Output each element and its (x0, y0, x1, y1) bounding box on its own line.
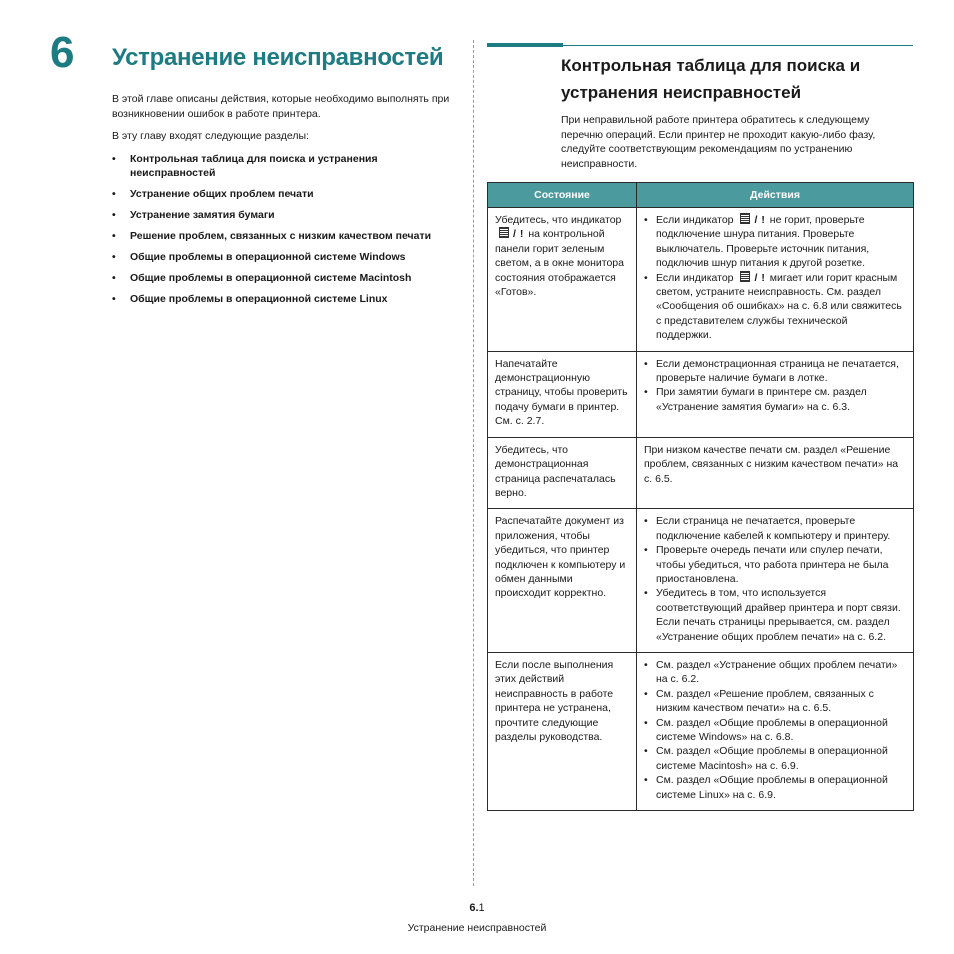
action-text: Если индикатор (656, 271, 734, 284)
page-number (0, 902, 954, 914)
action-item (644, 271, 906, 343)
section-intro: При неправильной работе принтера обратитесь к следующему перечню операций. Если принтер не проходит какую-либо фазу, следуйте соответствующим рекомендациям по устранению неисправности. (561, 114, 876, 170)
action-item (644, 213, 906, 271)
indicator-icon (499, 227, 509, 238)
action-text: не горит, проверьте подключение шнура питания. Проверьте выключатель. Проверьте источник питания, подключив шнур питания к другой розетке. (656, 214, 870, 270)
section-list-item: • Общие проблемы в операционной системе Windows (112, 250, 464, 265)
action-item: • Если страница не печатается, проверьте подключение кабелей к компьютеру и принтеру. (644, 514, 906, 543)
indicator-separator: / (513, 228, 516, 241)
indicator-separator: / (754, 271, 758, 284)
page-footer: Устранение неисправностей (407, 922, 547, 934)
warning-icon: ! (761, 214, 765, 226)
state-text: Убедитесь, что индикатор (495, 214, 622, 226)
action-item: • См. раздел «Устранение общих проблем печати» на с. 6.2. (644, 658, 906, 687)
warning-icon: ! (761, 271, 765, 284)
chapter-title: Устранение неисправностей (112, 44, 444, 71)
state-cell: Распечатайте документ из приложения, чтобы убедиться, что принтер подключен к компьютеру и обмен данными происходит корректно. (488, 509, 637, 653)
page-index: 1 (478, 902, 485, 914)
table-row (488, 652, 914, 810)
section-list-item: • Контрольная таблица для поиска и устранения неисправностей (112, 152, 464, 181)
table-row (488, 437, 914, 509)
column-divider (473, 40, 474, 886)
action-item: • См. раздел «Общие проблемы в операционной системе Windows» на с. 6.8. (644, 716, 906, 745)
actions-cell (637, 351, 914, 437)
indicator-icon (740, 271, 750, 282)
section-rule (563, 45, 913, 46)
state-text: на контрольной панели горит зеленым светом, а в окне монитора состояния отображается «Готов». (495, 228, 624, 299)
state-cell (488, 208, 637, 352)
action-item: • См. раздел «Решение проблем, связанных с низким качеством печати» на с. 6.5. (644, 687, 906, 716)
action-item: • См. раздел «Общие проблемы в операционной системе Linux» на с. 6.9. (644, 773, 906, 802)
table-row (488, 509, 914, 653)
section-list-item: • Общие проблемы в операционной системе Macintosh (112, 271, 464, 286)
section-title: Контрольная таблица для поиска и устранения неисправностей (561, 56, 861, 102)
actions-cell (637, 652, 914, 810)
section-rule-accent (487, 43, 563, 47)
action-text: мигает или горит красным светом, устраните неисправность. См. раздел «Сообщения об ошибках» на с. 6.8 или свяжитесь с представителем службы технической поддержки. (656, 271, 902, 342)
section-list (112, 152, 464, 307)
action-item: • Если демонстрационная страница не печатается, проверьте наличие бумаги в лотке. (644, 357, 906, 386)
column-header-actions: Действия (637, 183, 914, 208)
actions-cell (637, 208, 914, 352)
page-chapter: 6. (469, 902, 479, 914)
intro-paragraph: В этой главе описаны действия, которые необходимо выполнять при возникновении ошибок в работе принтера. (112, 93, 450, 120)
indicator-separator: / (754, 214, 758, 226)
chapter-number: 6 (50, 28, 75, 77)
action-item: • Убедитесь в том, что используется соответствующий драйвер принтера и порт связи. Если печать страницы прерывается, см. раздел «Устранение общих проблем печати» на с. 6.2. (644, 586, 906, 644)
state-cell: Напечатайте демонстрационную страницу, чтобы проверить подачу бумаги в принтер. См. с. 2.7. (488, 351, 637, 437)
action-item: • Проверьте очередь печати или спулер печати, чтобы убедиться, что работа принтера не была приостановлена. (644, 543, 906, 586)
table-row (488, 208, 914, 352)
section-list-item: • Решение проблем, связанных с низким качеством печати (112, 229, 464, 244)
intro-paragraph: В эту главу входят следующие разделы: (112, 130, 309, 142)
actions-cell (637, 509, 914, 653)
table-header-row (488, 183, 914, 208)
action-item: • См. раздел «Общие проблемы в операционной системе Macintosh» на с. 6.9. (644, 744, 906, 773)
section-list-item: • Общие проблемы в операционной системе Linux (112, 292, 464, 307)
chapter-intro (112, 92, 464, 313)
table-row (488, 351, 914, 437)
warning-icon: ! (519, 228, 524, 241)
column-header-state: Состояние (488, 183, 637, 208)
state-cell: Убедитесь, что демонстрационная страница распечаталась верно. (488, 437, 637, 509)
section-list-item: • Устранение общих проблем печати (112, 187, 464, 202)
action-item: • При замятии бумаги в принтере см. раздел «Устранение замятия бумаги» на с. 6.3. (644, 385, 906, 414)
state-cell: Если после выполнения этих действий неисправность в работе принтера не устранена, прочтите следующие разделы руководства. (488, 652, 637, 810)
section-list-item: • Устранение замятия бумаги (112, 208, 464, 223)
action-text: Если индикатор (656, 214, 734, 226)
indicator-icon (740, 213, 750, 224)
checklist-table (487, 182, 914, 811)
actions-cell: При низком качестве печати см. раздел «Решение проблем, связанных с низким качеством печати» на с. 6.5. (637, 437, 914, 509)
